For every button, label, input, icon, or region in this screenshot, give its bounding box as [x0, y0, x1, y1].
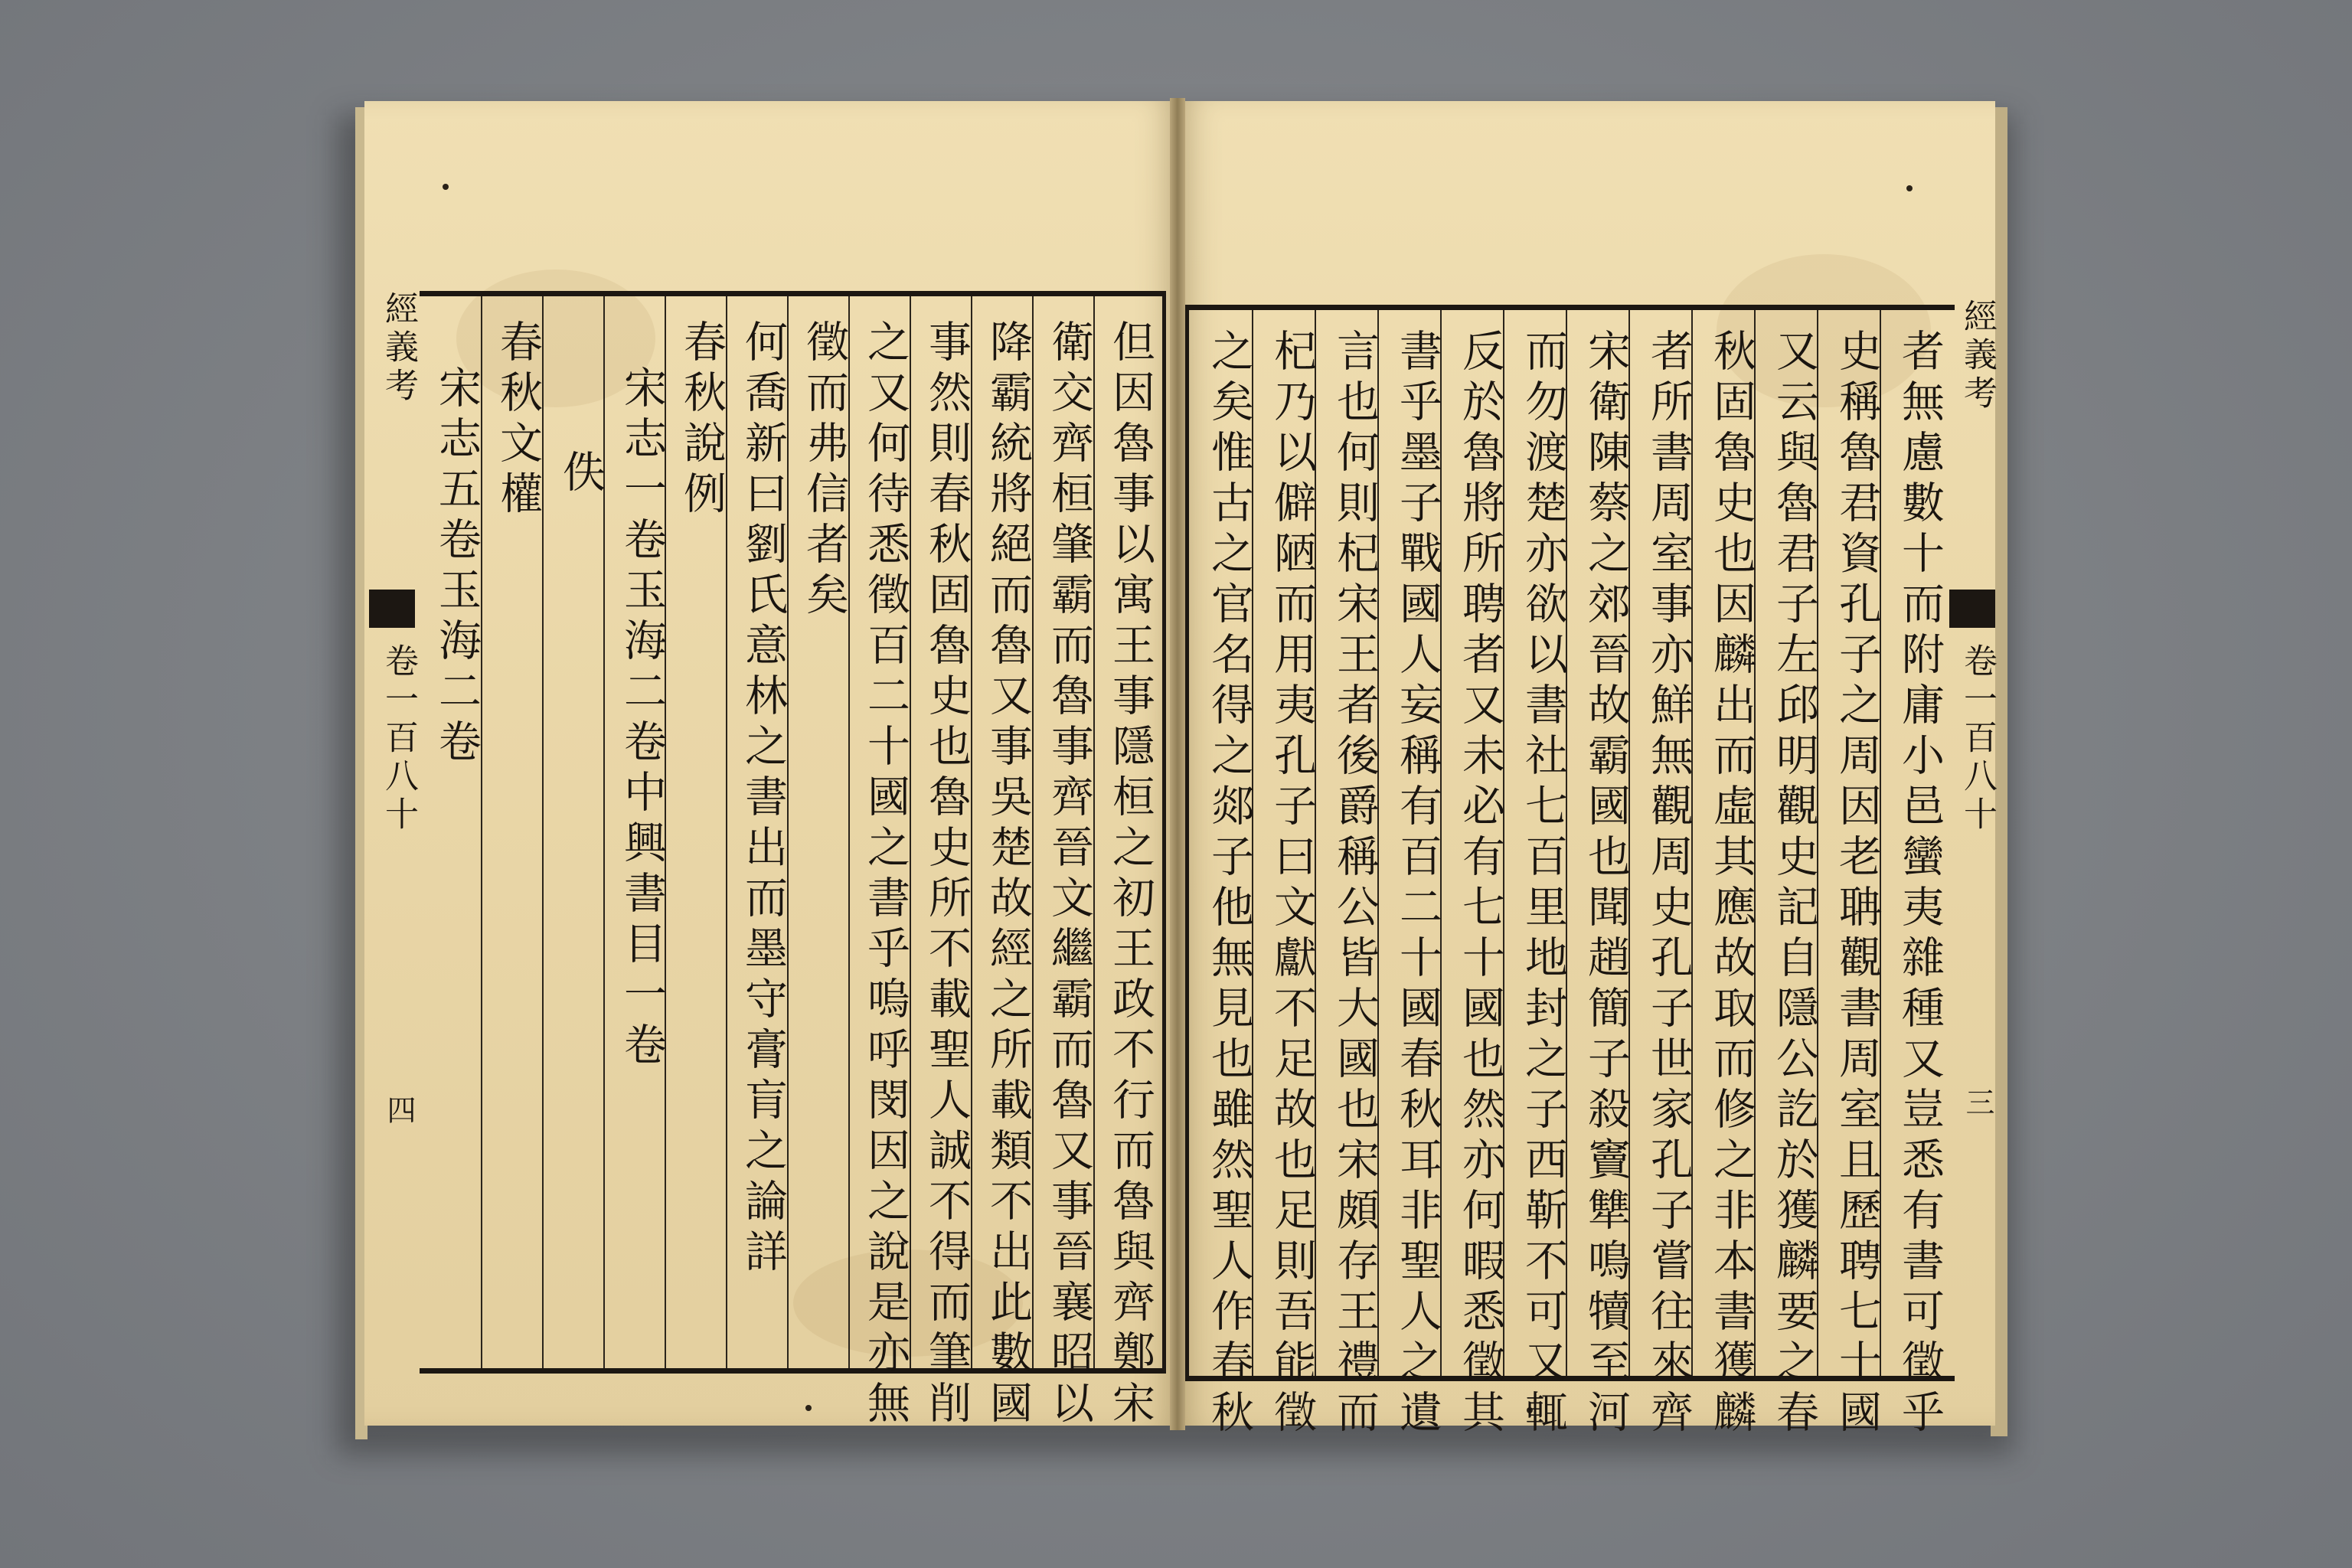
book-gutter — [1170, 98, 1185, 1430]
text-column: 者無慮數十而附庸小邑蠻夷雜種又豈悉有書可徵乎 — [1895, 328, 1945, 1440]
status-note: 佚 — [556, 449, 606, 500]
page-number: 三 — [1961, 1087, 1994, 1116]
right-print-frame — [1185, 305, 1955, 1440]
text-column: 但因魯事以寓王事隱桓之初王政不行而魯與齊鄭宋 — [1106, 319, 1155, 1431]
left-print-frame — [420, 291, 1166, 1431]
binding-hole-mark — [805, 1405, 812, 1411]
text-column: 者所書周室事亦鮮無觀周史孔子世家孔子嘗往來齊 — [1644, 328, 1694, 1440]
text-column: 又云與魯君子左邱明觀史記自隱公訖於獲麟要之春 — [1769, 328, 1819, 1440]
text-column: 之矣惟古之官名得之郯子他無見也雖然聖人作春秋 — [1204, 328, 1254, 1440]
entry-title: 春秋文權 — [493, 319, 543, 521]
banxin-title: 經義考 — [1958, 299, 1997, 413]
entry-title: 春秋說例 — [677, 319, 727, 521]
text-column: 衛交齊桓肇霸而魯事齊晉文繼霸而魯又事晉襄昭以 — [1044, 319, 1094, 1431]
fish-tail-mark — [1949, 590, 1995, 628]
page-number: 四 — [382, 1095, 416, 1124]
text-column: 降霸統將絕而魯又事吳楚故經之所載類不出此數國 — [983, 319, 1033, 1431]
text-column: 而勿渡楚亦欲以書社七百里地封之子西靳不可又輒 — [1518, 328, 1568, 1440]
text-column: 宋志五卷玉海二卷 — [432, 365, 482, 769]
banxin-volume: 卷一百八十 — [379, 643, 418, 835]
text-column: 宋志一卷玉海二卷中興書目一卷 — [617, 365, 667, 1073]
binding-hole-mark — [1906, 185, 1913, 191]
text-column: 事然則春秋固魯史也魯史所不載聖人誠不得而筆削 — [922, 319, 972, 1431]
text-column: 何喬新曰劉氏意林之書出而墨守膏肓之論詳 — [738, 319, 788, 1279]
text-column: 徵而弗信者矣 — [799, 319, 849, 622]
fish-tail-mark — [369, 590, 415, 628]
banxin-title: 經義考 — [379, 291, 418, 406]
text-column: 之又何待悉徵百二十國之書乎嗚呼閔因之說是亦無 — [861, 319, 910, 1431]
text-column: 杞乃以僻陋而用夷孔子曰文獻不足故也足則吾能徵 — [1267, 328, 1317, 1440]
binding-hole-mark — [443, 184, 449, 190]
text-column: 反於魯將所聘者又未必有七十國也然亦何暇悉徵其 — [1455, 328, 1505, 1440]
banxin-volume: 卷一百八十 — [1958, 643, 1997, 835]
text-column: 宋衛陳蔡之郊晉故霸國也聞趙簡子殺竇犨鳴犢至河 — [1581, 328, 1631, 1440]
text-column: 史稱魯君資孔子之周因老聃觀書周室且歷聘七十國 — [1832, 328, 1882, 1440]
text-column: 秋固魯史也因麟出而虛其應故取而修之非本書獲麟 — [1707, 328, 1756, 1440]
text-column: 書乎墨子戰國人妄稱有百二十國春秋耳非聖人之遺 — [1393, 328, 1442, 1440]
text-column: 言也何則杞宋王者後爵稱公皆大國也宋頗存王禮而 — [1330, 328, 1380, 1440]
